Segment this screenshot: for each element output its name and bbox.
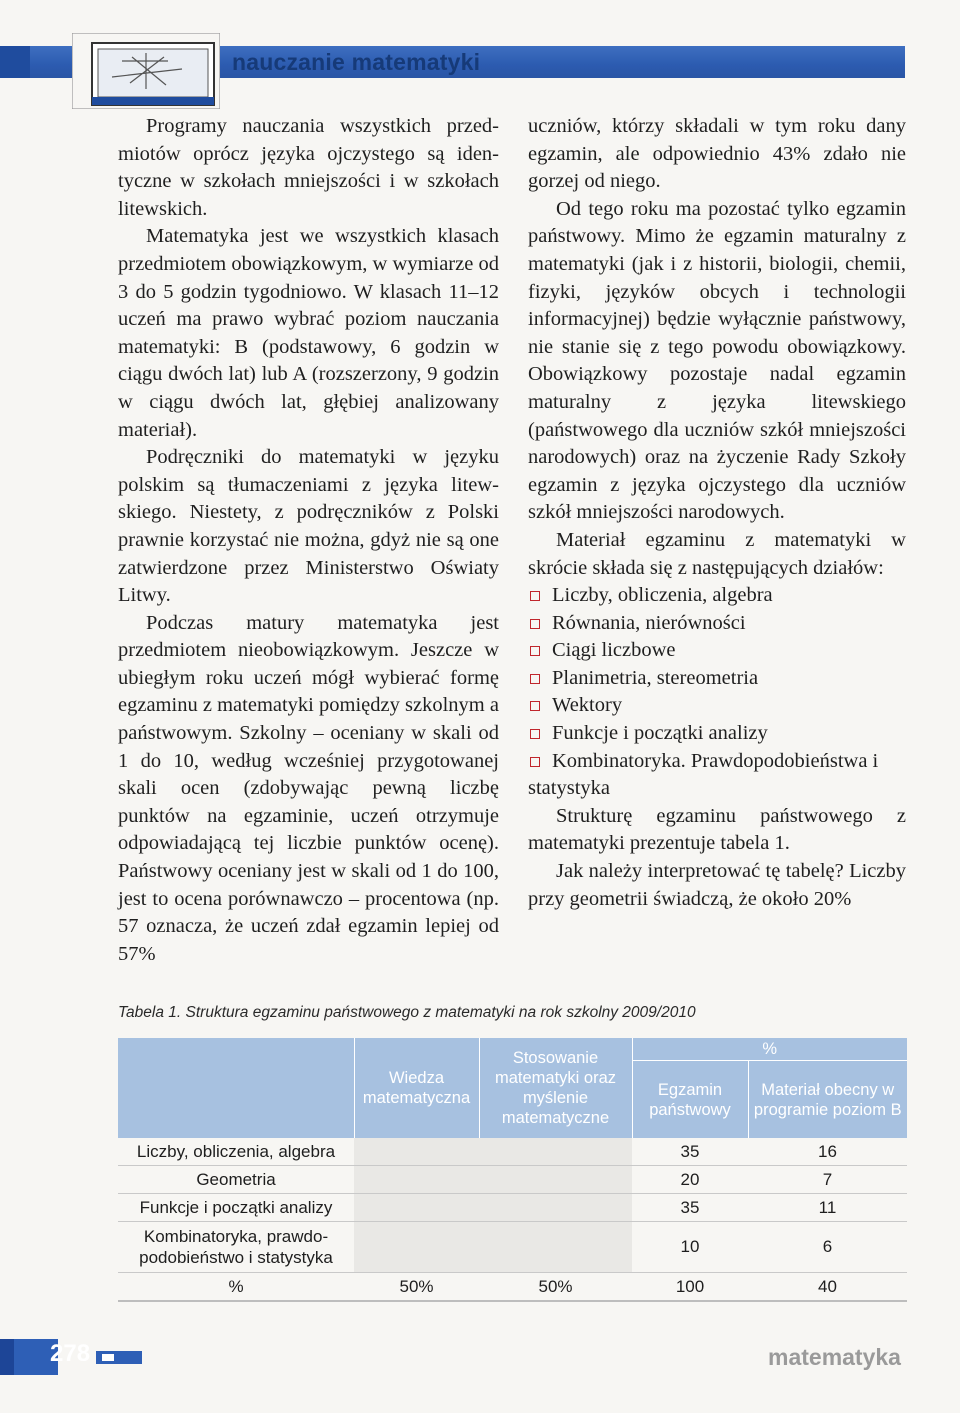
- column-header-wiedza: Wiedza matematyczna: [354, 1038, 479, 1138]
- square-bullet-icon: [530, 729, 540, 739]
- cell-wiedza: [354, 1194, 479, 1222]
- table-caption-text: Struktura egzaminu państwowego z matematyki na rok szkolny 2009/2010: [185, 1004, 696, 1021]
- cell-stosowanie: [479, 1222, 632, 1273]
- cell-wiedza: [354, 1138, 479, 1166]
- cell-egzamin: 100: [632, 1273, 748, 1302]
- left-column: [118, 113, 499, 968]
- chalkboard-icon: [72, 33, 220, 109]
- square-bullet-icon: [530, 619, 540, 629]
- list-item: Kombinatoryka. Prawdopodobieństwa i statystyka: [528, 749, 879, 800]
- table-row: [118, 1222, 907, 1273]
- column-header-material: Materiał obecny w programie poziom B: [748, 1061, 907, 1139]
- section-title: nauczanie matematyki: [232, 49, 481, 75]
- square-bullet-icon: [530, 591, 540, 601]
- square-bullet-icon: [530, 757, 540, 767]
- header-stripe: [0, 46, 30, 78]
- footer-accent: [96, 1351, 142, 1364]
- row-label: Geometria: [118, 1166, 354, 1194]
- paragraph: uczniów, którzy składali w tym roku dany egzamin, ale odpowiednio 43% zdało nie gorzej od niego.: [528, 115, 906, 193]
- table-row: [118, 1194, 907, 1222]
- cell-stosowanie: 50%: [479, 1273, 632, 1302]
- paragraph: Podczas matury matematyka jest przedmiotem nieobowiązkowym. Jeszcze w ubiegłym roku uczeń mógł wybierać formę egzaminu z matematyki pomiędzy szkolnym a państwowym. Szkolny – oceniany w skali od 1 do 10, według wcześniej przygotowanej skali ocen (zdobywając pewną liczbę punktów na egzaminie, uczeń otrzymuje odpowiadającą tej liczbie punktów ocenę). Państwowy oceniany jest w skali od 1 do 100, jest to ocena porównawczo – procentowa (np. 57 oznacza, że uczeń zdał egzamin lepiej od 57%: [118, 611, 499, 965]
- cell-wiedza: [354, 1166, 479, 1194]
- table-row: [118, 1138, 907, 1166]
- table-corner: [118, 1038, 354, 1138]
- list-item: Planimetria, stereometria: [528, 665, 906, 693]
- table-total-row: [118, 1273, 907, 1302]
- footer-stripe: [0, 1339, 14, 1375]
- paragraph: Podręczniki do matematyki w języku polskim są tłumaczeniami z języka litewskiego. Niestety, z podręczników z Polski prawnie korzystać nie można, gdyż nie są one zatwierdzone przez Ministerstwo Oświaty Litwy.: [118, 446, 499, 607]
- cell-egzamin: 20: [632, 1166, 748, 1194]
- table-caption: [118, 1004, 696, 1022]
- row-label: Kombinatoryka, prawdopodobieństwo i statystyka: [118, 1222, 354, 1273]
- cell-material: 40: [748, 1273, 907, 1302]
- column-header-percent: %: [632, 1038, 907, 1061]
- exam-structure-table: [118, 1038, 907, 1302]
- topics-list: [528, 582, 906, 803]
- list-item: Równania, nierówności: [528, 610, 906, 638]
- cell-material: 6: [748, 1222, 907, 1273]
- cell-egzamin: 35: [632, 1138, 748, 1166]
- paragraph: Jak należy interpretować tę tabelę? Liczby przy geometrii świadczą, że około 20%: [528, 860, 906, 910]
- page-number: 278: [50, 1340, 91, 1367]
- right-column: [528, 113, 906, 913]
- cell-egzamin: 10: [632, 1222, 748, 1273]
- cell-wiedza: [354, 1222, 479, 1273]
- list-item: Funkcje i początki analizy: [528, 720, 906, 748]
- cell-stosowanie: [479, 1166, 632, 1194]
- cell-material: 7: [748, 1166, 907, 1194]
- row-label: Liczby, obliczenia, algebra: [118, 1138, 354, 1166]
- list-item: Liczby, obliczenia, algebra: [528, 582, 906, 610]
- cell-wiedza: 50%: [354, 1273, 479, 1302]
- paragraph: Od tego roku ma pozostać tylko egzamin państwowy. Mimo że egzamin maturalny z matematyki (jak i z historii, biologii, chemii, fizyki, języków obcych i technologii informacyjnej) będzie wyłącznie państwowy, nie stanie się z tego powodu obowiązkowy. Obowiązkowy pozostaje nadal egzamin maturalny z języka litewskiego (państwowego dla uczniów szkół mniejszości narodowych) oraz na życzenie Rady Szkoły egzamin z języka ojczystego dla uczniów szkół mniejszości narodowych.: [528, 197, 906, 524]
- footer-section-label: matematyka: [768, 1344, 901, 1370]
- square-bullet-icon: [530, 646, 540, 656]
- row-label: %: [118, 1273, 354, 1302]
- cell-stosowanie: [479, 1194, 632, 1222]
- row-label: Funkcje i początki analizy: [118, 1194, 354, 1222]
- cell-stosowanie: [479, 1138, 632, 1166]
- table-caption-label: Tabela 1.: [118, 1004, 182, 1021]
- list-item: Wektory: [528, 692, 906, 720]
- paragraph: Matematyka jest we wszystkich klasach przedmiotem obowiązkowym, w wymiarze od 3 do 5 godzin tygodniowo. W klasach 11–12 uczeń ma prawo wybrać poziom nauczania matematyki: B (podstawowy, 6 godzin w ciągu dwóch lat) lub A (rozszerzony, 9 godzin w ciągu dwóch lat, głębiej analizowany materiał).: [118, 225, 499, 441]
- column-header-stosowanie: Stosowanie matematyki oraz myślenie matematyczne: [479, 1038, 632, 1138]
- table-row: [118, 1166, 907, 1194]
- square-bullet-icon: [530, 674, 540, 684]
- list-item: Ciągi liczbowe: [528, 637, 906, 665]
- column-header-egzamin: Egzamin państwowy: [632, 1061, 748, 1139]
- cell-material: 11: [748, 1194, 907, 1222]
- square-bullet-icon: [530, 701, 540, 711]
- paragraph: Programy nauczania wszystkich przedmiotów oprócz języka ojczystego są identyczne w szkołach mniejszości i w szkołach litewskich.: [118, 115, 499, 220]
- paragraph: Strukturę egzaminu państwowego z matematyki prezentuje tabela 1.: [528, 804, 906, 855]
- paragraph: Materiał egzaminu z matematyki w skrócie składa się z następujących działów:: [528, 528, 906, 579]
- cell-material: 16: [748, 1138, 907, 1166]
- cell-egzamin: 35: [632, 1194, 748, 1222]
